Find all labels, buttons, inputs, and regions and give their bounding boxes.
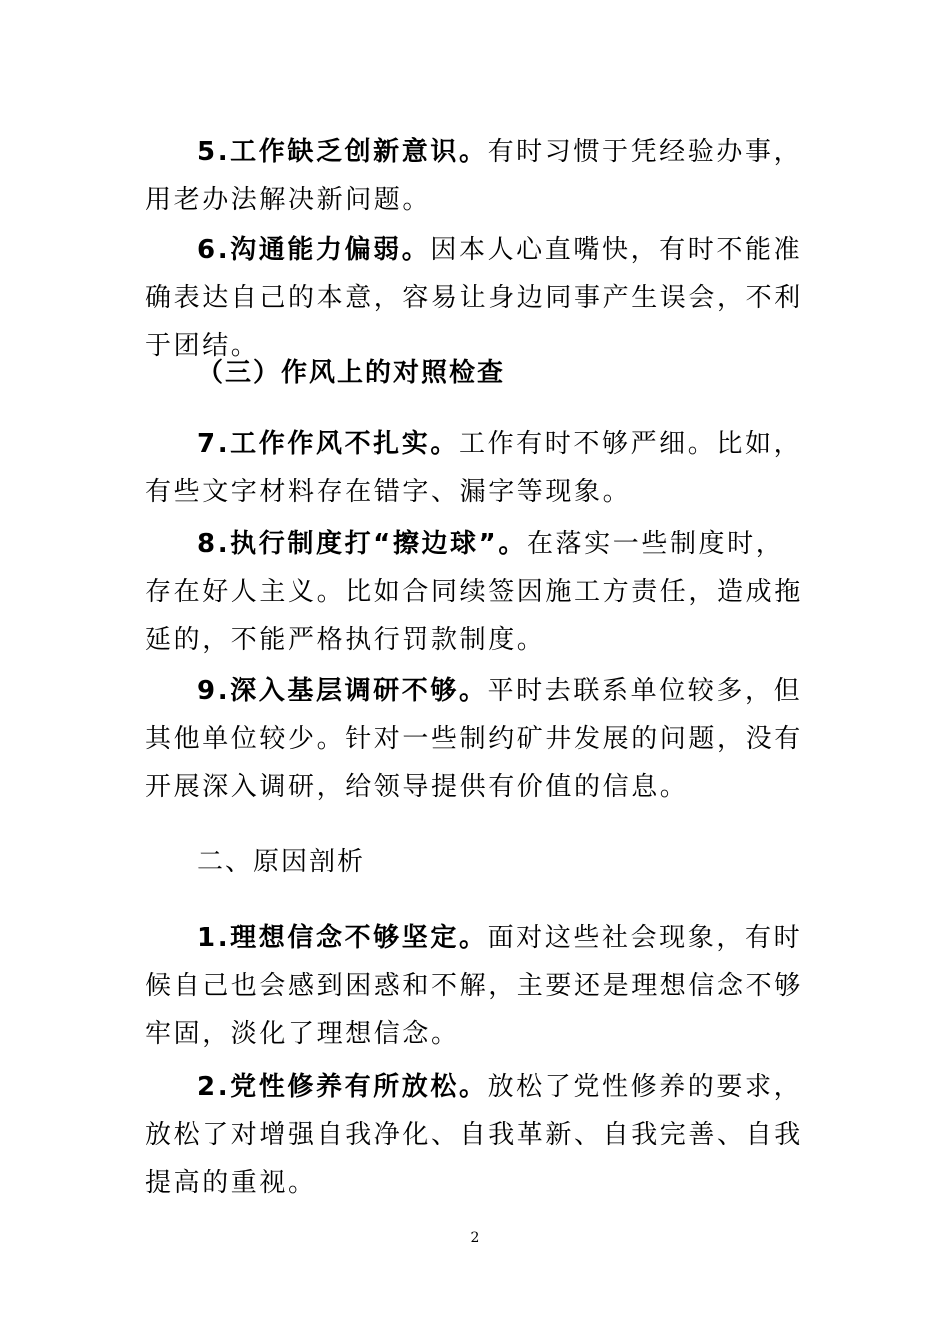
cause-2-body: 放松了党性修养的要求，放松了对增强自我净化、自我革新、自我完善、自我提高的重视。: [145, 1072, 803, 1198]
cause-2-paragraph: [145, 1063, 807, 1207]
item-9-paragraph: [145, 667, 807, 811]
item-6-body: 因本人心直嘴快，有时不能准确表达自己的本意，容易让身边同事产生误会，不利于团结。: [145, 235, 803, 361]
cause-2-lead: 2.党性修养有所放松。: [197, 1072, 488, 1102]
item-7-paragraph: [145, 420, 807, 516]
item-9-body: 平时去联系单位较多，但其他单位较少。针对一些制约矿井发展的问题，没有开展深入调研，给领导提供有价值的信息。: [145, 676, 803, 802]
item-9-lead: 9.深入基层调研不够。: [197, 676, 488, 706]
item-8-lead: 8.执行制度打“擦边球”。: [197, 529, 527, 559]
item-8-body: 在落实一些制度时，存在好人主义。比如合同续签因施工方责任，造成拖延的，不能严格执行罚款制度。: [145, 529, 803, 655]
item-8-paragraph: [145, 520, 807, 664]
cause-1-body: 面对这些社会现象，有时候自己也会感到困惑和不解，主要还是理想信念不够牢固，淡化了理想信念。: [145, 923, 803, 1049]
item-7-body: 工作有时不够严细。比如，有些文字材料存在错字、漏字等现象。: [145, 429, 803, 507]
cause-1-paragraph: [145, 914, 807, 1058]
item-5-lead: 5.工作缺乏创新意识。: [197, 137, 488, 167]
section-heading-style-check: （三）作风上的对照检查: [197, 358, 506, 388]
item-6-lead: 6.沟通能力偏弱。: [197, 235, 431, 265]
item-7-lead: 7.工作作风不扎实。: [197, 429, 459, 459]
section-heading-cause-analysis: 二、原因剖析: [197, 847, 366, 877]
item-5-body: 有时习惯于凭经验办事，用老办法解决新问题。: [145, 137, 803, 215]
cause-1-lead: 1.理想信念不够坚定。: [197, 923, 488, 953]
page-number: 2: [470, 1230, 480, 1246]
item-5-paragraph: [145, 128, 807, 224]
